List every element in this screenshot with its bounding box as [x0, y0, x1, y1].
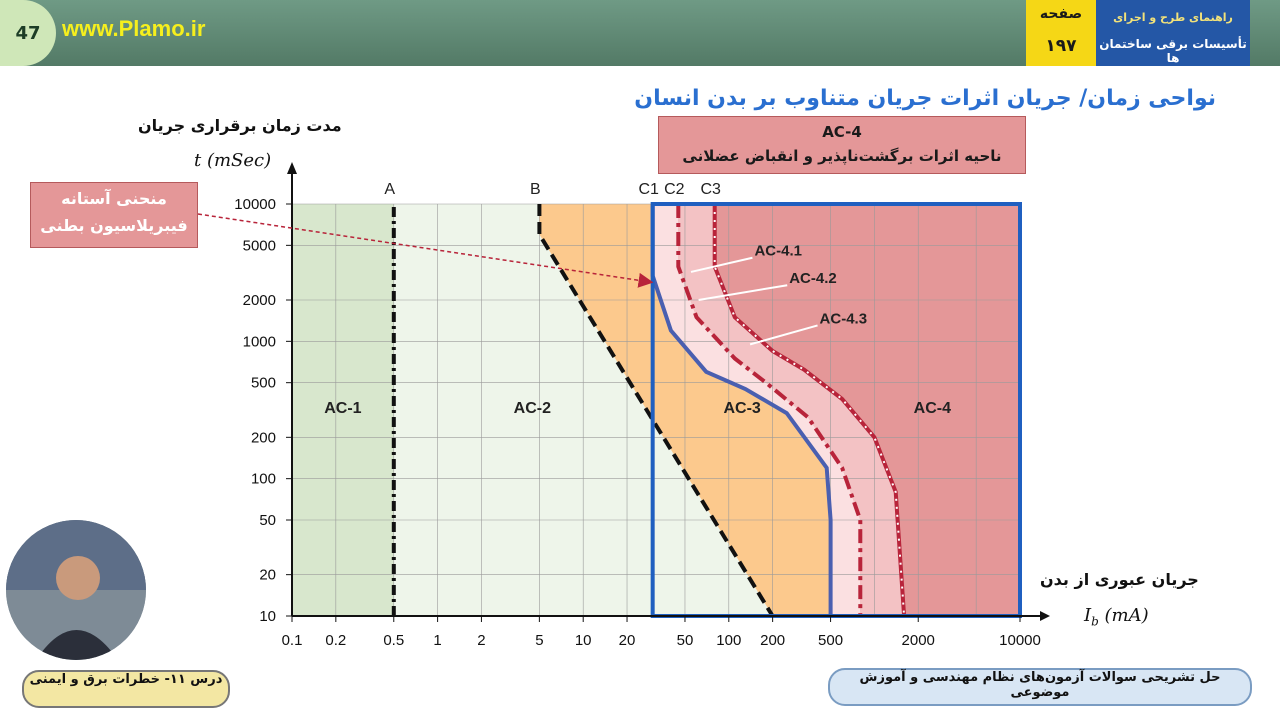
book-page-label: صفحه — [1039, 6, 1083, 22]
y-tick-label: 100 — [250, 470, 276, 488]
ac4-annotation-box — [658, 116, 1026, 174]
x-tick-label: 10 — [574, 632, 592, 649]
region-label-ac-1: AC-1 — [324, 400, 362, 418]
chart-title: نواحی زمان/ جریان اثرات جریان متناوب بر بدن انسان — [634, 86, 1216, 111]
x-axis-unit: $I_b$ (mA) — [1084, 605, 1149, 629]
y-tick-label: 200 — [250, 429, 276, 447]
sub-region-label: AC-4.2 — [789, 270, 837, 288]
y-tick-label: 1000 — [242, 333, 276, 351]
region-label-ac-3: AC-3 — [723, 400, 761, 418]
y-tick-label: 10000 — [234, 196, 276, 213]
curve-label-c1: C1 — [638, 181, 659, 198]
footer-caption: حل تشریحی سوالات آزمون‌های نظام مهندسی و آموزش موضوعی — [828, 668, 1252, 706]
fibrillation-annotation-line1: منحنی آستانه — [61, 189, 167, 208]
x-tick-label: 500 — [818, 632, 844, 649]
x-axis-arrow — [1040, 611, 1050, 621]
x-tick-label: 2 — [477, 632, 486, 649]
x-tick-label: 5 — [535, 632, 544, 649]
ac4-annotation-desc: ناحیه اثرات برگشت‌ناپذیر و انقباض عضلانی — [682, 147, 1002, 165]
sub-region-label: AC-4.3 — [819, 310, 868, 328]
x-tick-label: 1 — [433, 632, 442, 649]
x-tick-label: 10000 — [999, 632, 1041, 649]
curve-label-a: A — [384, 181, 396, 198]
book-page-value: ۱۹۷ — [1045, 36, 1077, 56]
presenter-avatar — [6, 520, 146, 660]
x-tick-label: 2000 — [901, 632, 935, 649]
book-title-line2: تأسیسات برقی ساختمان ها — [1099, 37, 1247, 65]
fibrillation-annotation-line2: فیبریلاسیون بطنی — [40, 216, 188, 235]
x-axis-label: جریان عبوری از بدن — [1040, 570, 1199, 589]
y-tick-label: 2000 — [242, 291, 276, 309]
x-tick-label: 200 — [760, 632, 786, 649]
region-label-ac-4: AC-4 — [913, 400, 952, 418]
regions-layer — [292, 204, 1020, 616]
slide-number-badge: 47 — [0, 0, 56, 66]
x-tick-label: 0.2 — [325, 632, 347, 649]
x-tick-label: 50 — [676, 632, 694, 649]
x-tick-label: 100 — [716, 632, 742, 649]
x-tick-label: 0.5 — [383, 632, 405, 649]
x-tick-label: 20 — [618, 632, 636, 649]
x-tick-label: 0.1 — [281, 632, 303, 649]
book-title-line1: راهنمای طرح و اجرای — [1113, 11, 1233, 24]
curve-label-c2: C2 — [664, 181, 685, 198]
y-axis-label: مدت زمان برقراری جریان — [138, 116, 342, 135]
y-axis-unit: t (mSec) — [194, 150, 272, 171]
y-tick-label: 10 — [259, 608, 276, 625]
curve-label-b: B — [530, 181, 541, 198]
lesson-badge: درس ۱۱- خطرات برق و ایمنی — [22, 670, 230, 708]
region-label-ac-2: AC-2 — [513, 400, 551, 418]
presenter-avatar-icon — [6, 520, 146, 660]
ac4-annotation-code: AC-4 — [822, 123, 862, 141]
y-tick-label: 5000 — [242, 237, 276, 255]
site-link[interactable]: www.Plamo.ir — [62, 16, 206, 41]
y-axis-arrow — [287, 162, 297, 174]
fibrillation-annotation-box — [30, 182, 198, 248]
sub-region-label: AC-4.1 — [754, 242, 802, 260]
y-tick-label: 20 — [259, 566, 276, 584]
curve-label-c3: C3 — [700, 181, 721, 198]
y-tick-label: 500 — [250, 374, 276, 392]
y-tick-label: 50 — [259, 512, 276, 530]
